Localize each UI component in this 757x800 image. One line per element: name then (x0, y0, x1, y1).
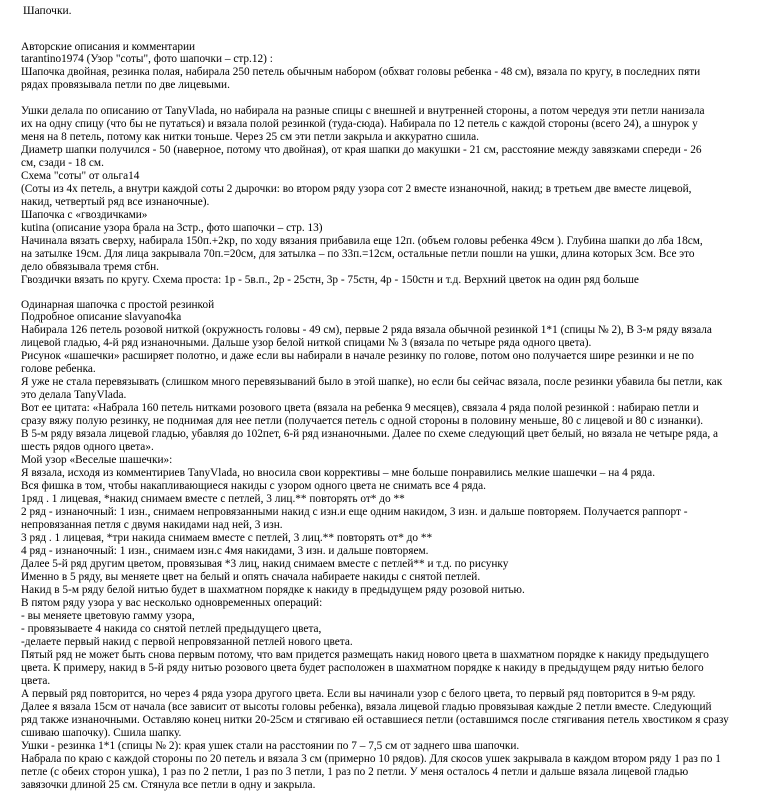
text-line: сшиваю шапочку). Сшила шапку. (21, 727, 182, 739)
text-line: Шапочка с «гвоздичками» (21, 209, 148, 221)
text-line: Схема "соты" от ольга14 (21, 170, 140, 182)
text-line: tarantino1974 (Узор "соты", фото шапочки – стр.12) : (21, 53, 273, 65)
text-line: Ушки - резинка 1*1 (спицы № 2): края ушек стали на расстоянии по 7 – 7,5 см от заднего шва шапочки. (21, 740, 520, 752)
text-line: шесть рядов одного цвета». (21, 441, 154, 453)
text-line: см, сзади - 18 см. (21, 157, 104, 169)
text-line: В пятом ряду узора у вас несколько одновременных операций: (21, 597, 323, 609)
text-line: Именно в 5 ряду, вы меняете цвет на белый и опять сначала набираете накиды с снятой петлей. (21, 571, 481, 583)
text-line: цвета. (21, 675, 51, 687)
text-line: дело обвязывала тремя стбн. (21, 261, 159, 273)
text-line: рядах провязывала петли по две лицевыми. (21, 79, 230, 91)
text-line: 3 ряд . 1 лицевая, *три накида снимаем вместе с петлей, 3 лиц.** повторять от* до ** (21, 532, 433, 544)
text-line: цвета. К примеру, накид в 5-й ряду нитью розового цвета будет расположен в шахматном порядке к накиду в предыдущем ряду нитью белого (21, 662, 704, 674)
text-line: Мой узор «Веселые шашечки»: (21, 454, 173, 466)
text-line: Набирала 126 петель розовой ниткой (окружность головы - 49 см), первые 2 ряда вязала обычной резинкой 1*1 (спицы № 2), В 3-м ряду вязала (21, 324, 712, 336)
text-line: Ушки делала по описанию от TanyVlada, но набирала на разные спицы с внешней и внутренней стороны, а потом чередуя эти петли нанизала (21, 105, 705, 117)
document-title: Шапочки. (23, 5, 72, 17)
text-line: Я уже не стала перевязывать (слишком много перевязываний было в этой шапке), но если бы сейчас вязала, после резинки убавила бы петли, как (21, 376, 723, 388)
text-line: Далее я вязала 15см от начала (все зависит от высоты головы ребенка), вязала лицевой гладью провязывая каждые 2 петли вместе. Следующий (21, 701, 712, 713)
text-line: Одинарная шапочка с простой резинкой (21, 299, 215, 311)
text-line: kutina (описание узора брала на 3стр., фото шапочки – стр. 13) (21, 222, 323, 234)
text-line: Вся фишка в том, чтобы накапливающиеся накиды с узором одного цвета не снимать все 4 ряда. (21, 480, 486, 492)
text-line: Шапочка двойная, резинка полая, набирала 250 петель обычным набором (обхват головы ребенка - 48 см), вязала по кругу, в последних пяти (21, 66, 701, 78)
text-line: непровязанная петля с двумя накидами над ней, 3 изн. (21, 519, 283, 531)
text-line: В 5-м ряду вязала лицевой гладью, убавляя до 102пет, 6-й ряд изнаночными. Далее по схеме следующий цвет белый, но вязала не четыре ряда, а (21, 428, 719, 440)
text-line: 2 ряд - изнаночный: 1 изн., снимаем непровязанными накид с изн.и еще одним накидом, 3 изн. и дальше повторяем. Получается раппорт - (21, 506, 688, 518)
text-line: Диаметр шапки получился - 50 (наверное, потому что двойная), от края шапки до макушки - 21 см, расстояние между завязками спереди - 26 (21, 144, 702, 156)
text-line: Я вязала, исходя из комментириев TanyVlada, но вносила свои коррективы – мне больше понравились мелкие шашечки – на 4 ряда. (21, 467, 656, 479)
text-line: их на одну спицу (что бы не путаться) и вязала полой резинкой (туда-сюда). Набирала по 12 петель с каждой стороны (всего 24), а шнурок у (21, 118, 698, 130)
text-line: А первый ряд повторится, но через 4 ряда узора другого цвета. Если вы начинали узор с белого цвета, то первый ряд повторится в 9-м ряду. (21, 688, 696, 700)
text-line: Начинала вязать сверху, набирала 150п.+2кр, по ходу вязания прибавила еще 12п. (объем головы ребенка 49см ). Глубина шапки до лба 18см, (21, 235, 703, 247)
text-line: Вот ее цитата: «Набрала 160 петель нитками розового цвета (вязала на ребенка 9 месяцев), связала 4 ряда полой резинкой : набираю петли и (21, 402, 699, 414)
text-line: 1ряд . 1 лицевая, *накид снимаем вместе с петлей, 3 лиц.** повторять от* до ** (21, 493, 405, 505)
text-line: завязочки длиной 25 см. Стянула все петли в одну и закрыла. (21, 779, 316, 791)
text-line: Пятый ряд не может быть снова первым потому, что вам придется размещать накид нового цвета в шахматном порядке к накиду предыдущего (21, 649, 709, 661)
text-line: ряд также изнаночными. Оставляю конец нитки 20-25см и стягиваю ей оставшиеся петли (оставшимся после стягивания петель хвостиком я сразу (21, 714, 729, 726)
text-line: Подробное описание slavyano4ka (21, 311, 182, 323)
text-line: -делаете первый накид с первой непровязанной петлей нового цвета. (21, 636, 353, 648)
text-line: 4 ряд - изнаночный: 1 изн., снимаем изн.с 4мя накидами, 3 изн. и дальше повторяем. (21, 545, 429, 557)
text-line: Далее 5-й ряд другим цветом, провязывая *3 лиц, накид снимаем вместе с петлей** и т.д. по рисунку (21, 558, 509, 570)
text-line: меня на 8 петель, потому как нитки тоньше. Через 25 см эти петли закрыла и аккуратно сшила. (21, 131, 479, 143)
text-line: Гвоздички вязать по кругу. Схема проста: 1р - 5в.п., 2р - 25стн, 3р - 75стн, 4р - 150стн и т.д. Верхний цветок на один ряд больше (21, 274, 639, 286)
text-line: петле (с обеих сторон ушка), 1 раз по 2 петли, 1 раз по 3 петли, 1 раз по 2 петли. У меня осталось 4 петли и дальше вязала лицевой гладью (21, 766, 689, 778)
text-line: Рисунок «шашечки» расширяет полотно, и даже если вы набирали в начале резинку по голове, потом оно получается шире резинки и не по (21, 350, 694, 362)
text-line: накид, четвертый ряд все изнаночные). (21, 196, 210, 208)
text-line: (Соты из 4х петель, а внутри каждой соты 2 дырочки: во втором ряду узора сот 2 вместе изнаночной, накид; в третьем две вместе лицевой, (21, 183, 692, 195)
text-line: Накид в 5-м ряду белой нитью будет в шахматном порядке к накиду в предыдущем ряду розовой нитью. (21, 584, 525, 596)
text-line: лицевой гладью, 4-й ряд изнаночными. Дальше узор белой ниткой спицами № 3 (вязала по четыре ряда одного цвета). (21, 337, 592, 349)
text-line: это делала TanyVlada. (21, 389, 127, 401)
text-line: - вы меняете цветовую гамму узора, (21, 610, 195, 622)
text-line: Набрала по краю с каждой стороны по 20 петель и вязала 3 см (примерно 10 рядов). Для скосов ушек закрывала в каждом втором ряду 1 раз по 1 (21, 753, 721, 765)
text-line: - провязываете 4 накида со снятой петлей предыдущего цвета, (21, 623, 322, 635)
text-line: на затылке 19см. Для лица закрывала 70п.=20см, для затылка – по 33п.=12см, остальные петли пошли на ушки, длина которых 3см. Все это (21, 248, 695, 260)
text-line: Авторские описания и комментарии (21, 41, 196, 53)
text-line: голове ребенка. (21, 363, 96, 375)
text-line: сразу вяжу полую резинку, не поднимая для нее петли (получается петель с одной стороны в половину меньше, 80 с лицевой и 80 с изнанки). (21, 415, 704, 427)
